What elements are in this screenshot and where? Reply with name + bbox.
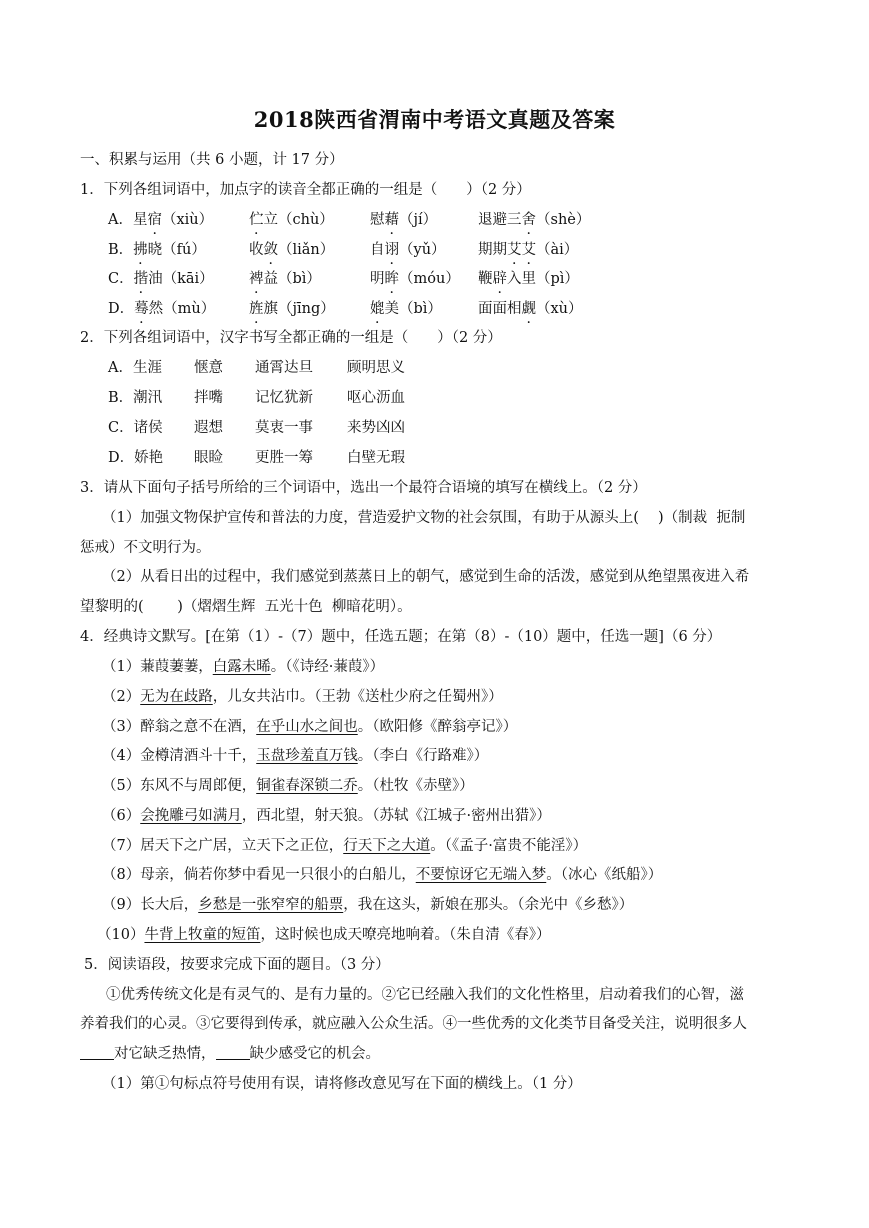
poem-item <box>102 776 474 796</box>
option-c: C．揩油（kāi） <box>108 271 214 287</box>
q2-option-a-3: 通霄达旦 <box>255 360 313 376</box>
q2-option-c-3: 莫衷一事 <box>255 420 313 436</box>
poem-text: （8）母亲，倘若你梦中看见一只很小的白船儿， <box>102 867 416 883</box>
answer-blank[interactable] <box>216 1045 250 1060</box>
poem-item <box>102 836 587 856</box>
poem-text: （9）长大后， <box>102 897 199 913</box>
q3-sentence-2-cont: 望黎明的( )（熠熠生辉 五光十色 柳暗花明）。 <box>80 599 412 615</box>
underlined-answer: 铜雀春深锁二乔 <box>256 778 358 794</box>
poem-text: ，儿女共沾巾。（王勃《送杜少府之任蜀州》） <box>212 689 503 705</box>
option-b-word-2: 收敛（liǎn） <box>249 242 335 258</box>
underlined-answer: 牛背上牧童的短笛 <box>144 927 261 943</box>
option-d-word-2: 旌旗（jīng） <box>249 301 335 317</box>
q2-option-d-3: 更胜一筹 <box>255 450 313 466</box>
poem-text: 。（杜牧《赤壁》） <box>357 778 474 794</box>
option-b-word-3: 自诩（yǔ） <box>370 242 446 258</box>
option-a-word-2: 伫立（chù） <box>249 212 334 228</box>
q3-sentence-1: （1）加强文物保护宣传和普法的力度，营造爱护文物的社会氛围，有助于从源头上( )（制裁 扼制 <box>102 510 746 526</box>
poem-text: （10） <box>97 927 145 943</box>
poem-text: 。（欧阳修《醉翁亭记》） <box>357 719 518 735</box>
q2-option-c-4: 来势凶凶 <box>347 420 405 436</box>
poem-text: （7）居天下之广居，立天下之正位， <box>102 838 344 854</box>
poem-text: （4）金樽清酒斗十千， <box>102 748 257 764</box>
section-heading: 一、积累与运用（共 6 小题，计 17 分） <box>80 152 344 168</box>
option-a-word-3: 慰藉（jí） <box>370 212 438 228</box>
q2-option-a-4: 顾明思义 <box>347 360 405 376</box>
q2-option-d-4: 白壁无瑕 <box>347 450 405 466</box>
poem-text: 。（冰心《纸船》） <box>546 867 663 883</box>
option-c-word-4: 鞭辟入里（pì） <box>478 271 579 287</box>
option-c-word-3: 明眸（móu） <box>370 271 460 287</box>
poem-text: （6） <box>102 808 141 824</box>
question-5-stem: 5．阅读语段，按要求完成下面的题目。（3 分） <box>84 957 390 973</box>
poem-item <box>102 806 551 826</box>
q3-sentence-2: （2）从看日出的过程中，我们感觉到蒸蒸日上的朝气，感觉到生命的活泼，感觉到从绝望黑夜进入希 <box>102 569 750 585</box>
passage-text: 对它缺乏热情， <box>114 1046 216 1062</box>
q2-option-b-3: 记忆犹新 <box>255 390 313 406</box>
question-4-stem: 4．经典诗文默写。[在第（1）-（7）题中，任选五题；在第（8）-（10）题中，任选一题]（6 分） <box>80 629 722 645</box>
poem-item <box>102 687 503 707</box>
poem-text: （3）醉翁之意不在酒， <box>102 719 257 735</box>
poem-text: （5）东风不与周郎便， <box>102 778 257 794</box>
poem-item <box>97 925 550 945</box>
option-d: D．蓦然（mù） <box>108 301 216 317</box>
poem-text: （2） <box>102 689 141 705</box>
poem-text: 。（李白《行路难》） <box>357 748 489 764</box>
passage-line-1: ①优秀传统文化是有灵气的、是有力量的。②它已经融入我们的文化性格里，启动着我们的心智，滋 <box>106 987 744 1003</box>
poem-text: ，我在这头，新娘在那头。（余光中《乡愁》） <box>343 897 634 913</box>
poem-item <box>102 717 517 737</box>
page-title: 2018陕西省渭南中考语文真题及答案 <box>253 107 616 132</box>
q2-option-d-2: 眼睑 <box>194 450 223 466</box>
answer-blank[interactable] <box>80 1045 114 1060</box>
question-3-stem: 3．请从下面句子括号所给的三个词语中，选出一个最符合语境的填写在横线上。（2 分） <box>80 480 647 496</box>
option-d-word-4: 面面相觑（xù） <box>478 301 583 317</box>
poem-item <box>102 865 662 885</box>
underlined-answer: 在乎山水之间也 <box>256 719 358 735</box>
poem-text: 。（《诗经·蒹葭》） <box>270 659 385 675</box>
underlined-answer: 会挽雕弓如满月 <box>140 808 242 824</box>
option-b-word-4: 期期艾艾（ài） <box>478 242 579 258</box>
option-a: A．星宿（xiù） <box>108 212 214 228</box>
underlined-answer: 不要惊讶它无端入梦 <box>415 867 547 883</box>
underlined-answer: 行天下之大道 <box>343 838 431 854</box>
poem-item <box>102 657 384 677</box>
option-c-word-2: 裨益（bì） <box>249 271 321 287</box>
underlined-answer: 玉盘珍羞直万钱 <box>256 748 358 764</box>
question-1-stem: 1．下列各组词语中，加点字的读音全都正确的一组是（ ）（2 分） <box>80 182 531 198</box>
underlined-answer: 白露未晞 <box>212 659 271 675</box>
poem-item <box>102 746 488 766</box>
poem-text: ，这时候也成天嘹亮地响着。（朱自清《春》） <box>260 927 551 943</box>
poem-text: （1）蒹葭萋萋， <box>102 659 213 675</box>
poem-text: ，西北望，射天狼。（苏轼《江城子·密州出猎》） <box>241 808 551 824</box>
q2-option-b-4: 呕心沥血 <box>347 390 405 406</box>
poem-text: 。（《孟子·富贵不能淫》） <box>430 838 588 854</box>
option-d-word-3: 媲美（bì） <box>370 301 442 317</box>
q2-option-c-1: C．诸侯 <box>108 420 163 436</box>
passage-text: 缺少感受它的机会。 <box>249 1046 380 1062</box>
passage-line-3 <box>80 1044 380 1064</box>
passage-line-2: 养着我们的心灵。③它要得到传承，就应融入公众生活。④一些优秀的文化类节目备受关注，说明很多人 <box>80 1016 747 1032</box>
q2-option-c-2: 遐想 <box>194 420 223 436</box>
q2-option-d-1: D．娇艳 <box>108 450 164 466</box>
poem-item <box>102 895 633 915</box>
q2-option-a-2: 惬意 <box>194 360 223 376</box>
question-2-stem: 2．下列各组词语中，汉字书写全都正确的一组是（ ）（2 分） <box>80 330 502 346</box>
underlined-answer: 无为在歧路 <box>140 689 213 705</box>
option-b: B．拂晓（fú） <box>108 242 206 258</box>
q2-option-a-1: A．生涯 <box>108 360 162 376</box>
q5-subquestion-1: （1）第①句标点符号使用有误，请将修改意见写在下面的横线上。（1 分） <box>102 1076 582 1092</box>
q3-sentence-1-cont: 惩戒）不文明行为。 <box>80 540 211 556</box>
underlined-answer: 乡愁是一张窄窄的船票 <box>198 897 344 913</box>
option-a-word-4: 退避三舍（shè） <box>478 212 591 228</box>
q2-option-b-1: B．潮汛 <box>108 390 163 406</box>
q2-option-b-2: 拌嘴 <box>194 390 223 406</box>
